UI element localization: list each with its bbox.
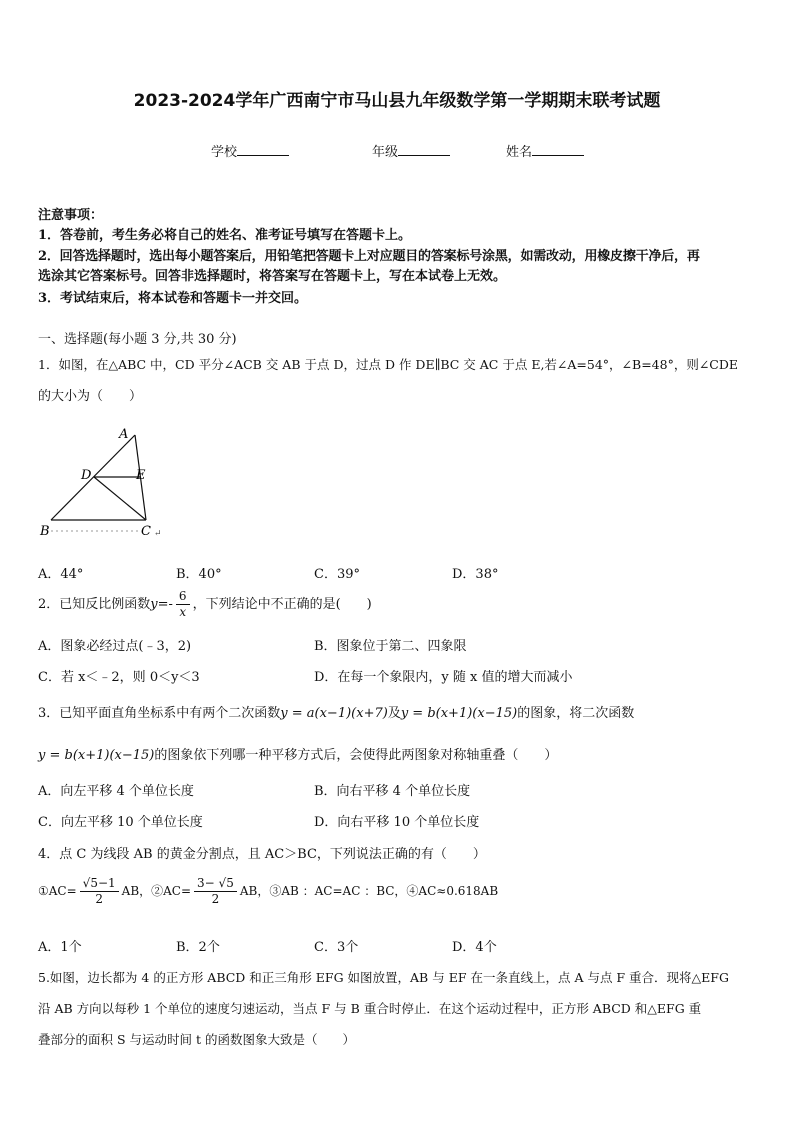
q3-option-b[interactable]: B．向右平移 4 个单位长度 (314, 784, 471, 799)
q5-stem-cont: 叠部分的面积 S 与运动时间 t 的函数图象大致是（ ） (38, 1032, 355, 1047)
q4-fraction-1-denominator: 2 (95, 892, 103, 906)
q4-stem: 4．点 C 为线段 AB 的黄金分割点，且 AC＞BC，下列说法正确的有（ ） (38, 847, 486, 862)
q3-function-2: y = b(x+1)(x−15) (400, 706, 518, 721)
q4-fraction-2-numerator: 3− √5 (194, 876, 237, 892)
q4-fraction-2 (194, 876, 237, 907)
notice-heading: 注意事项： (38, 208, 104, 223)
notice-item: 3．考试结束后，将本试卷和答题卡一并交回。 (38, 291, 308, 306)
q4-fraction-1-numerator: √5−1 (80, 876, 119, 892)
q3-stem-cont-text: 的图象依下列哪一种平移方式后，会使得此两图象对称轴重叠（ ） (154, 748, 558, 763)
label-b: B (40, 524, 50, 539)
q4-statement-1-label: ①AC= (38, 884, 77, 898)
q4-statements-rest: AB，③AB ：AC=AC ：BC，④AC≈0.618AB (239, 884, 499, 898)
q2-function: y=- (150, 597, 173, 612)
q3-function-1: y = a(x−1)(x+7) (280, 706, 388, 721)
q2-option-a[interactable]: A．图象必经过点(﹣3，2) (38, 639, 192, 654)
q2-numerator: 6 (176, 589, 190, 605)
q4-statement-2-label: AB，②AC= (121, 884, 192, 898)
label-a: A (119, 427, 129, 442)
q4-fraction-1 (80, 876, 119, 907)
q4-option-b[interactable]: B．2个 (176, 940, 220, 955)
q3-conjunction: 及 (387, 706, 401, 721)
q2-stem (38, 589, 372, 620)
q3-stem-text: 3．已知平面直角坐标系中有两个二次函数 (38, 706, 281, 721)
q2-stem-text: 2．已知反比例函数 (38, 597, 151, 612)
q3-option-a[interactable]: A．向左平移 4 个单位长度 (38, 784, 194, 799)
name-field[interactable] (506, 141, 584, 160)
segment-cd (94, 477, 146, 520)
q2-denominator: x (179, 605, 187, 619)
name-label: 姓名 (506, 145, 533, 160)
q4-option-c[interactable]: C．3个 (314, 940, 359, 955)
q2-option-d[interactable]: D．在每一个象限内，y 随 x 值的增大而减小 (314, 670, 573, 685)
section-heading: 一、选择题(每小题 3 分,共 30 分) (38, 332, 237, 347)
q2-option-c[interactable]: C．若 x＜﹣2，则 0＜y＜3 (38, 670, 200, 685)
label-e: E (136, 468, 146, 483)
grade-field[interactable] (372, 141, 450, 160)
q1-stem-cont: 的大小为（ ） (38, 389, 143, 404)
q2-option-b[interactable]: B．图象位于第二、四象限 (314, 639, 467, 654)
name-blank[interactable] (532, 143, 584, 156)
q2-fraction (176, 589, 190, 620)
q5-stem-cont: 沿 AB 方向以每秒 1 个单位的速度匀速运动，当点 F 与 B 重合时停止．在这个运动过程中，正方形 ABCD 和△EFG 重 (38, 1001, 702, 1016)
q3-stem-post: 的图象，将二次函数 (517, 706, 635, 721)
q1-triangle-figure (38, 420, 178, 545)
notice-item: 选涂其它答案标号。回答非选择题时，将答案写在答题卡上，写在本试卷上无效。 (38, 269, 507, 284)
q3-option-c[interactable]: C．向左平移 10 个单位长度 (38, 815, 203, 830)
q4-statements (38, 876, 498, 907)
q2-stem-post: ，下列结论中不正确的是( ) (192, 597, 372, 612)
q4-option-d[interactable]: D．4个 (452, 940, 497, 955)
grade-label: 年级 (372, 145, 399, 160)
q1-option-a[interactable]: A．44° (38, 567, 84, 582)
q3-stem (38, 702, 634, 721)
q3-stem-cont (38, 744, 557, 763)
q1-option-c[interactable]: C．39° (314, 567, 360, 582)
school-blank[interactable] (237, 143, 289, 156)
school-field[interactable] (211, 141, 289, 160)
exam-title: 2023-2024学年广西南宁市马山县九年级数学第一学期期末联考试题 (133, 91, 661, 111)
q1-option-d[interactable]: D．38° (452, 567, 499, 582)
label-d: D (81, 468, 92, 483)
school-label: 学校 (211, 145, 238, 160)
notice-item: 2．回答选择题时，选出每小题答案后，用铅笔把答题卡上对应题目的答案标号涂黑，如需改动，用橡皮擦干净后，再 (38, 249, 700, 264)
notice-item: 1．答卷前，考生务必将自己的姓名、准考证号填写在答题卡上。 (38, 228, 412, 243)
grade-blank[interactable] (398, 143, 450, 156)
label-c: C (141, 524, 151, 539)
q1-stem: 1．如图，在△ABC 中，CD 平分∠ACB 交 AB 于点 D，过点 D 作 DE∥BC 交 AC 于点 E,若∠A=54°，∠B=48°，则∠CDE (38, 357, 739, 372)
q3-function-2-repeat: y = b(x+1)(x−15) (38, 748, 155, 763)
q5-stem: 5.如图，边长都为 4 的正方形 ABCD 和正三角形 EFG 如图放置，AB 与 EF 在一条直线上，点 A 与点 F 重合．现将△EFG (38, 970, 729, 985)
q4-fraction-2-denominator: 2 (211, 892, 220, 906)
q4-option-a[interactable]: A．1个 (38, 940, 82, 955)
q3-option-d[interactable]: D．向右平移 10 个单位长度 (314, 815, 480, 830)
return-mark: ↵ (154, 529, 162, 539)
q1-option-b[interactable]: B．40° (176, 567, 222, 582)
